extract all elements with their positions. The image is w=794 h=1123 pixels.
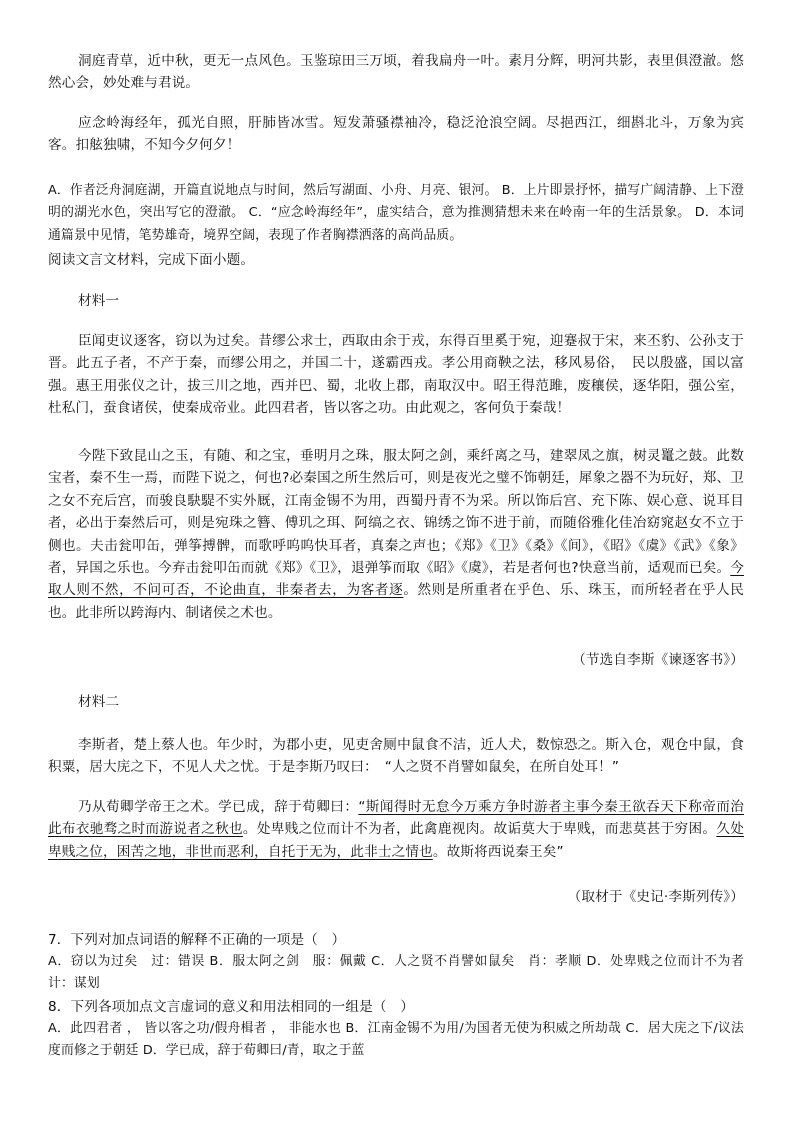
material-2-text-end: 。故斯将西说秦王矣” — [432, 843, 564, 860]
question-8-options: A．此四君者 ， 皆以客之功/假舟楫者 ， 非能水也 B．江南金锡不为用/为国者无使为积威之所劫哉 C．居大庑之下/议法度而修之于朝廷 D．学已成，辞于荀卿曰/青，取之于蓝 — [48, 1021, 744, 1059]
material-2-source: （取材于《史记·李斯列传》） — [567, 889, 744, 905]
material-1-text: 今陛下致昆山之玉，有随、和之宝，垂明月之珠，服太阿之剑，乘纤离之马，建翠凤之旗，树灵鼍之鼓。此数宝者，秦不生一焉，而陛下说之，何也?必秦国之所生然后可，则是夜光之璧不饰朝廷，犀象之器不为玩好，郑、卫之女不充后宫，而骏良駃騠不实外厩，江南金锡不为用，西蜀丹青不为采。所以饰后宫、充下陈、娱心意、说耳目者，必出于秦然后可，则是宛珠之簪、傅玑之珥、阿缟之衣、锦绣之饰不进于前，而随俗雅化佳冶窈窕赵女不立于侧也。夫击瓮叩缶，弹筝搏髀，而歌呼呜呜快耳者，真秦之声也；《郑》《卫》《桑》《间》，《昭》《虞》《武》《象》者，异国之乐也。今弃击瓮叩缶而就《郑》《卫》，退弹筝而取《昭》《虞》，若是者何也?快意当前，适观而已矣。 — [48, 448, 744, 577]
material-1-paragraph-2 — [48, 445, 744, 624]
reading-instruction: 阅读文言文材料，完成下面小题。 — [48, 252, 255, 268]
poem-stanza-2: 应念岭海经年，孤光自照，肝肺皆冰雪。短发萧骚襟袖冷，稳泛沧浪空阔。尽挹西江，细斟北斗，万象为宾客。扣舷独啸，不知今夕何夕！ — [48, 115, 744, 154]
question-7-options: A．窃以为过矣 过：错误 B．服太阿之剑 服：佩戴 C．人之贤不肖譬如鼠矣 肖：孝顺 D．处卑贱之位而计不为者 计：谋划 — [48, 954, 757, 992]
question-8-stem: 8．下列各项加点文言虚词的意义和用法相同的一组是（ ） — [48, 999, 415, 1015]
material-1-paragraph-1: 臣闻吏议逐客，窃以为过矣。昔缪公求士，西取由余于戎，东得百里奚于宛，迎蹇叔于宋，来丕豹、公孙支于晋。此五子者，不产于秦，而缪公用之，并国二十，遂霸西戎。孝公用商鞅之法，移风易俗， 民以殷盛，国以富强。惠王用张仪之计，拔三川之地，西并巴、蜀，北收上郡，南取汉中。昭王得范雎，废穰侯，逐华阳，强公室，杜私门，蚕食诸侯，使秦成帝业。此四君者，皆以客之功。由此观之，客何负于秦哉！ — [48, 333, 744, 417]
material-2-title: 材料二 — [78, 694, 120, 710]
underlined-sentence: 今取人则不然，不问可否，不论曲直，非秦者去，为客者逐 — [48, 560, 744, 599]
material-2-paragraph-2 — [48, 796, 744, 863]
underlined-sentence-2: 久处卑贱之位，困苦之地，非世而恶利，自托于无为，此非士之情也 — [48, 821, 744, 860]
poem-stanza-1: 洞庭青草，近中秋，更无一点风色。玉鉴琼田三万顷，着我扁舟一叶。素月分辉，明河共影，表里俱澄澈。悠然心会，妙处难与君说。 — [48, 53, 744, 92]
material-2-text: 乃从荀卿学帝王之术。学已成，辞于荀卿曰： — [78, 799, 359, 815]
material-1-title: 材料一 — [78, 293, 120, 309]
underlined-sentence-unpunctuated: “斯闻得时无怠今万乘方争时游者主事今秦王欲吞天下称帝而治此布衣驰骛之时而游说者之秋也 — [48, 799, 744, 838]
material-2-paragraph-1: 李斯者，楚上蔡人也。年少时，为郡小吏，见吏舍厕中鼠食不洁，近人犬，数惊恐之。斯入仓，观仓中鼠，食积粟，居大庑之下，不见人犬之忧。于是李斯乃叹曰： “人之贤不肖譬如鼠矣，在所自处耳！” — [48, 737, 744, 776]
question-7-stem: 7．下列对加点词语的解释不正确的一项是（ ） — [48, 932, 346, 948]
material-1-source: （节选自李斯《谏逐客书》） — [572, 652, 744, 668]
material-2-text-middle: 。处卑贱之位而计不为者，此禽鹿视肉。故诟莫大于卑贱，而悲莫甚于穷困。 — [242, 821, 717, 838]
poem-options: A．作者泛舟洞庭湖，开篇直说地点与时间，然后写湖面、小舟、月亮、银河。 B．上片即景抒怀，描写广阔清静、上下澄明的湖光水色，突出写它的澄澈。 C．“应念岭海经年”，虚实结合，意为推测猜想未来在岭南一年的生活景象。 D．本词通篇景中见情，笔势雄奇，境界空阔，表现了作者胸襟洒落的高尚品质。 — [48, 183, 744, 243]
material-1-text-end: 。然则是所重者在乎色、乐、珠玉，而所轻者在乎人民也。此非所以跨海内、制诸侯之术也。 — [48, 582, 744, 621]
